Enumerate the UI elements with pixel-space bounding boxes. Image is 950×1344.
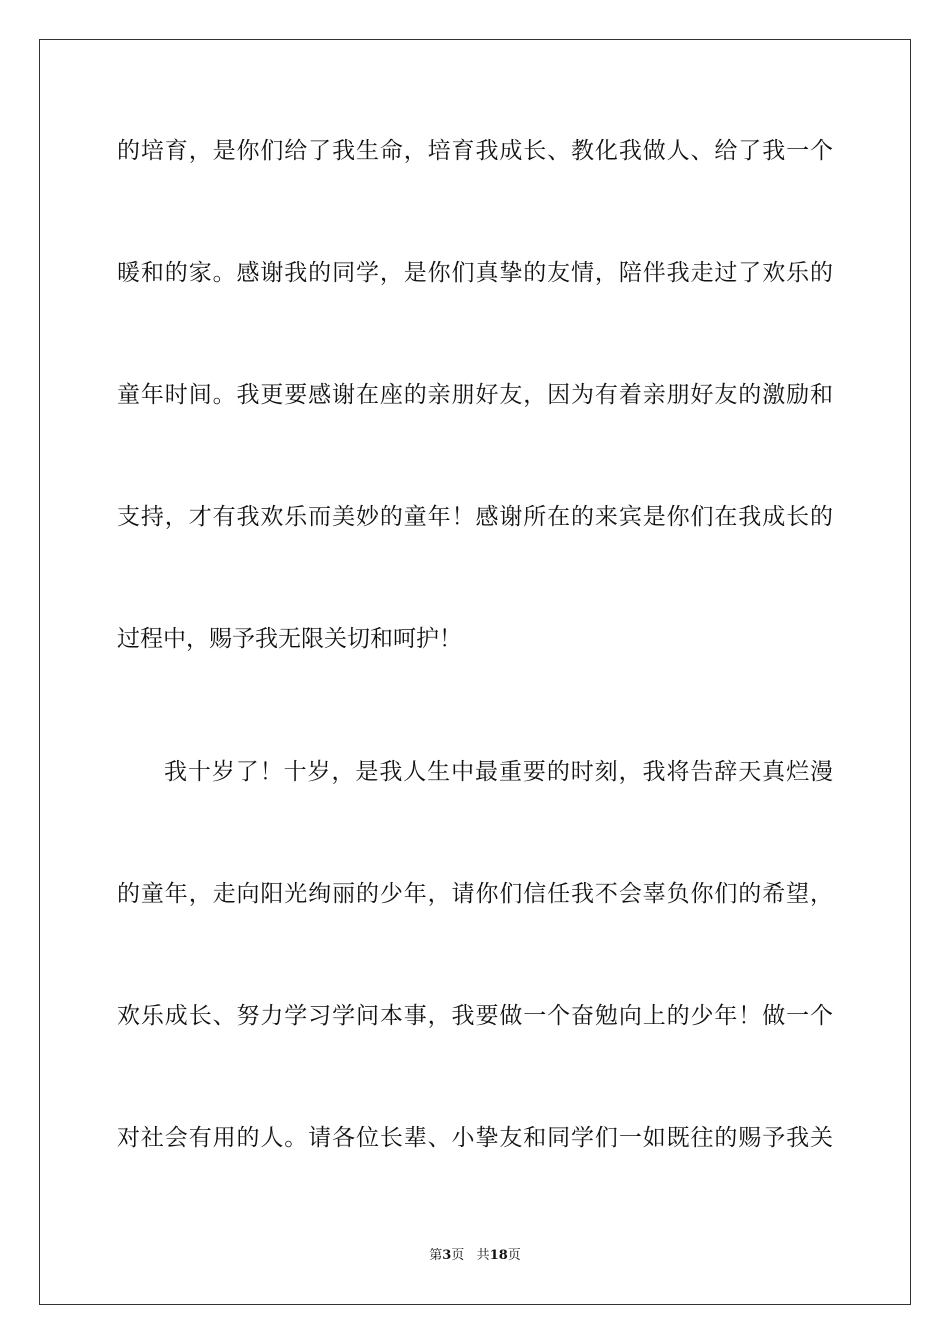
text-line-1: 的培育，是你们给了我生命，培育我成长、教化我做人、给了我一个 — [117, 138, 833, 164]
text-line-8: 欢乐成长、努力学习学问本事，我要做一个奋勉向上的少年！做一个 — [117, 1003, 833, 1029]
total-pages-number: 18 — [489, 1248, 508, 1263]
text-line-3: 童年时间。我更要感谢在座的亲朋好友，因为有着亲朋好友的激励和 — [117, 382, 833, 408]
footer-total-prefix: 共 — [476, 1248, 490, 1263]
page-footer — [0, 1248, 950, 1264]
current-page-number: 3 — [442, 1248, 452, 1263]
footer-total-suffix: 页 — [507, 1248, 521, 1263]
text-line-7: 的童年，走向阳光绚丽的少年，请你们信任我不会辜负你们的希望， — [117, 881, 833, 907]
text-line-2: 暖和的家。感谢我的同学，是你们真挚的友情，陪伴我走过了欢乐的 — [117, 260, 833, 286]
text-line-6: 我十岁了！十岁，是我人生中最重要的时刻，我将告辞天真烂漫 — [164, 759, 833, 785]
text-line-5: 过程中，赐予我无限关切和呵护！ — [117, 626, 462, 652]
footer-page-suffix: 页 — [451, 1248, 465, 1263]
text-line-4: 支持，才有我欢乐而美妙的童年！感谢所在的来宾是你们在我成长的 — [117, 504, 833, 530]
page-border — [39, 39, 911, 1305]
footer-prefix: 第 — [429, 1248, 443, 1263]
text-line-9: 对社会有用的人。请各位长辈、小挚友和同学们一如既往的赐予我关 — [117, 1125, 833, 1151]
